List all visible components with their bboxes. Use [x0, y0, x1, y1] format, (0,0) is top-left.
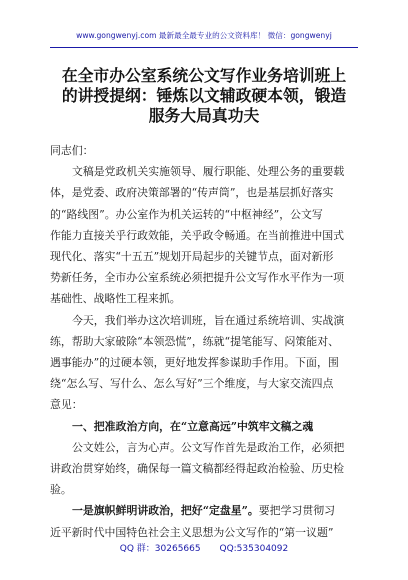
section-heading-1: 一、把准政治方向，在“立意高远”中筑牢文稿之魂	[72, 419, 314, 433]
title-line-3: 服务大局真功夫	[148, 106, 260, 125]
paragraph-2-line: 今天，我们举办这次培训班，旨在通过系统培训、实战演	[72, 313, 345, 327]
footer-contact	[0, 541, 408, 554]
paragraph-3-line: 公文姓公，言为心声。公文写作首先是政治工作，必须把	[72, 440, 345, 454]
header-divider	[50, 47, 358, 48]
document-body	[50, 140, 360, 543]
paragraph-4-lead: 一是旗帜鲜明讲政治，把好“定盘星”。	[72, 504, 259, 518]
paragraph-1-line: 现代化、落实“十五五”规划开局起步的关键节点，面对新形	[50, 250, 334, 264]
paragraph-1-line: 文稿是党政机关实施领导、履行职能、处理公务的重要载	[72, 165, 345, 179]
paragraph-1-line: 基础性、战略性工程来抓。	[50, 292, 181, 306]
document-title	[50, 66, 358, 126]
paragraph-2-line: 遇事能办”的过硬本领，更好地发挥参谋助手作用。下面，围	[50, 356, 339, 370]
paragraph-4-text: 要把学习贯彻习	[258, 504, 336, 518]
paragraph-2-line: 练，帮助大家破除“本领恐慌”，练就“提笔能写、闷策能对、	[50, 334, 339, 348]
salutation: 同志们：	[50, 144, 94, 157]
paragraph-1-line: 体，是党委、政府决策部署的“传声筒”，也是基层抓好落实	[50, 186, 334, 200]
footer-qq-group: QQ 群：30265665	[119, 544, 201, 554]
paragraph-1-line: 作能力直接关乎行政效能，关乎政令畅通。在当前推进中国式	[50, 228, 345, 242]
paragraph-4-line: 近平新时代中国特色社会主义思想为公文写作的“第一议题”	[50, 525, 334, 539]
header-banner: www.gongwenyj.com 最新最全最专业的公文资料库！ 微信：gongwenyj	[76, 31, 332, 40]
title-line-2: 的讲授提纲：锤炼以文辅政硬本领，锻造	[61, 86, 347, 105]
footer-qq: QQ:535304092	[219, 544, 289, 554]
paragraph-3-line: 讲政治贯穿始终，确保每一篇文稿都经得起政治检验、历史检	[50, 462, 345, 476]
paragraph-4-line	[50, 500, 360, 521]
paragraph-3-line: 验。	[50, 483, 72, 497]
title-line-1: 在全市办公室系统公文写作业务培训班上	[61, 66, 347, 85]
paragraph-1-line: 势新任务，全市办公室系统必须把提升公文写作水平作为一项	[50, 271, 345, 285]
paragraph-2-line: 意见：	[50, 398, 83, 412]
paragraph-2-line: 绕“怎么写、写什么、怎么写好”三个维度，与大家交流四点	[50, 377, 334, 391]
paragraph-1-line: 的“路线图”。办公室作为机关运转的“中枢神经”，公文写	[50, 207, 323, 221]
